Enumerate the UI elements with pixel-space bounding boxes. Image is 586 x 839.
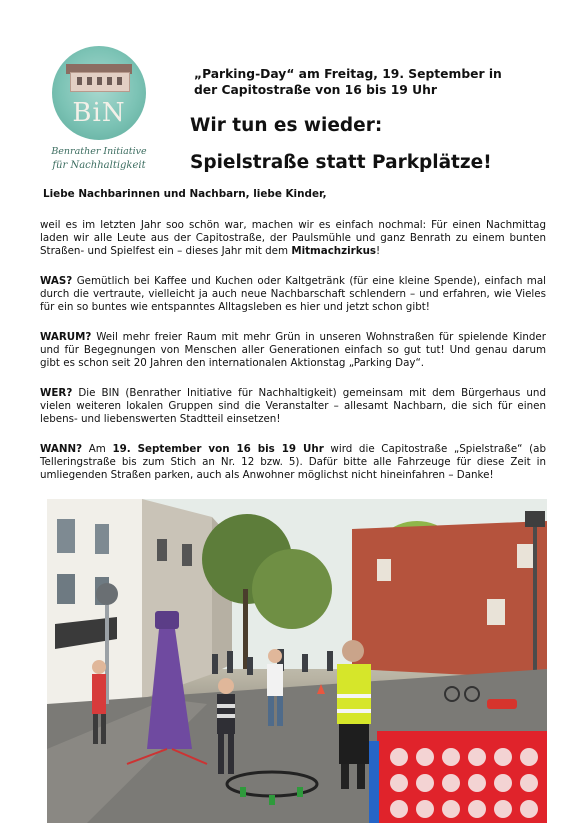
bin-logo bbox=[40, 46, 158, 176]
keyword-was: WAS? bbox=[40, 275, 73, 287]
keyword-warum: WARUM? bbox=[40, 331, 92, 343]
logo-emblem bbox=[52, 46, 146, 140]
street-scene-illustration bbox=[47, 499, 547, 823]
highlight-date-time: 19. September von 16 bis 19 Uhr bbox=[112, 443, 324, 455]
logo-subtitle-2: für Nachhaltigkeit bbox=[52, 160, 146, 171]
paragraph-was: WAS? Gemütlich bei Kaffee und Kuchen oder Kaltgetränk (für eine kleine Spende), einfach mal durch die vertraute, vielleicht ja auch neue Nachbarschaft schlendern – und erfahren, wie Vieles für ein so buntes wie entspanntes Alltagsleben es hier und jetzt schon gibt! bbox=[40, 275, 546, 313]
logo-wordmark: BiN bbox=[72, 98, 126, 128]
paragraph-intro: weil es im letzten Jahr soo schön war, machen wir es einfach nochmal: Für einen Nachmittag laden wir alle Leute aus der Capitostraße, der Paulsmühle und ganz Benrath zu einem bunten Straßen- und Spielfest ein – dieses Jahr mit dem Mitmachzirkus! bbox=[40, 219, 546, 257]
headline-2: Spielstraße statt Parkplätze! bbox=[190, 152, 492, 173]
greeting: Liebe Nachbarinnen und Nachbarn, liebe Kinder, bbox=[43, 188, 327, 200]
keyword-wer: WER? bbox=[40, 387, 73, 399]
headline-1: Wir tun es wieder: bbox=[190, 115, 383, 136]
paragraph-wann: WANN? Am 19. September von 16 bis 19 Uhr wird die Capitostraße „Spielstraße“ (ab Telleringstraße bis zum Stich an Nr. 12 bzw. 5). Dafür bitte alle Fahrzeuge für diese Zeit in umliegenden Straßen parken, auch als Anwohner möglichst nicht hineinfahren – Danke! bbox=[40, 443, 546, 481]
keyword-wann: WANN? bbox=[40, 443, 83, 455]
event-info bbox=[194, 66, 534, 98]
paragraph-warum: WARUM? Weil mehr freier Raum mit mehr Grün in unseren Wohnstraßen für spielende Kinder und für Begegnungen von Menschen aller Generationen einfach so gut tut! Und genau darum gibt es schon seit 20 Jahren den internationalen Aktionstag „Parking Day“. bbox=[40, 331, 546, 369]
street-festival-photo bbox=[47, 499, 547, 823]
event-line-1: „Parking-Day“ am Freitag, 19. September in bbox=[194, 67, 502, 81]
connect-four-game bbox=[369, 731, 547, 823]
highlight-mitmachzirkus: Mitmachzirkus bbox=[291, 245, 377, 257]
logo-subtitle-1: Benrather Initiative bbox=[51, 146, 147, 157]
paragraph-wer: WER? Die BIN (Benrather Initiative für Nachhaltigkeit) gemeinsam mit dem Bürgerhaus und vielen weiteren lokalen Gruppen sind die Veranstalter – allesamt Nachbarn, die sich für einen lebens- und liebenswerten Stadtteil einsetzen! bbox=[40, 387, 546, 425]
event-line-2: der Capitostraße von 16 bis 19 Uhr bbox=[194, 83, 437, 97]
